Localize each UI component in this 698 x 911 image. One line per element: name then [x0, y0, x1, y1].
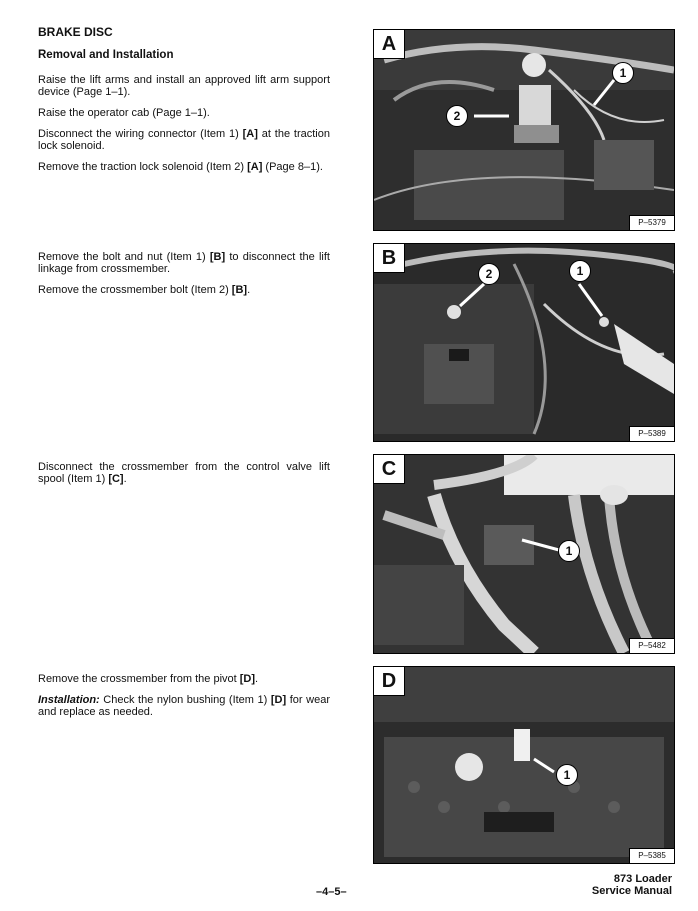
figure-label: A [374, 30, 405, 59]
photo-illustration [374, 667, 674, 863]
page-number: –4–5– [316, 886, 347, 898]
figure-b-photo [373, 243, 675, 442]
paragraph: Remove the crossmember bolt (Item 2) [B]. [38, 284, 251, 296]
paragraph: Disconnect the crossmember from the control valve lift spool (Item 1) [C]. [38, 461, 330, 485]
paragraph: Raise the operator cab (Page 1–1). [38, 107, 210, 119]
paragraph: Remove the traction lock solenoid (Item 2) [A] (Page 8–1). [38, 161, 323, 173]
section-b-text [38, 251, 330, 305]
photo-code: P–5385 [629, 848, 674, 863]
figure-d-photo [373, 666, 675, 864]
paragraph: Remove the bolt and nut (Item 1) [B] to disconnect the lift linkage from crossmember. [38, 251, 330, 275]
callout-marker: 1 [612, 62, 634, 84]
section-a-text [38, 74, 330, 182]
photo-code: P–5389 [629, 426, 674, 441]
figure-a-photo [373, 29, 675, 231]
photo-illustration [374, 244, 674, 441]
figure-label: D [374, 667, 405, 696]
manual-title [592, 873, 672, 897]
callout-marker: 1 [558, 540, 580, 562]
paragraph: Disconnect the wiring connector (Item 1) [A] at the traction lock solenoid. [38, 128, 330, 152]
photo-illustration [374, 30, 674, 230]
paragraph: Raise the lift arms and install an approved lift arm support device (Page 1–1). [38, 74, 330, 98]
section-d-text [38, 673, 330, 727]
callout-marker: 1 [556, 764, 578, 786]
paragraph: Installation: Check the nylon bushing (Item 1) [D] for wear and replace as needed. [38, 694, 330, 718]
paragraph: Remove the crossmember from the pivot [D]. [38, 673, 259, 685]
figure-label: C [374, 455, 405, 484]
section-c-text [38, 461, 330, 494]
manual-name: Service Manual [591, 885, 672, 897]
photo-code: P–5379 [629, 215, 674, 230]
photo-code: P–5482 [629, 638, 674, 653]
photo-illustration [374, 455, 674, 653]
figure-c-photo [373, 454, 675, 654]
section-subtitle: Removal and Installation [38, 49, 174, 61]
callout-marker: 2 [478, 263, 500, 285]
callout-marker: 1 [569, 260, 591, 282]
figure-label: B [374, 244, 405, 273]
callout-marker: 2 [446, 105, 468, 127]
model-name: 873 Loader [613, 873, 672, 885]
section-title: BRAKE DISC [38, 25, 113, 39]
